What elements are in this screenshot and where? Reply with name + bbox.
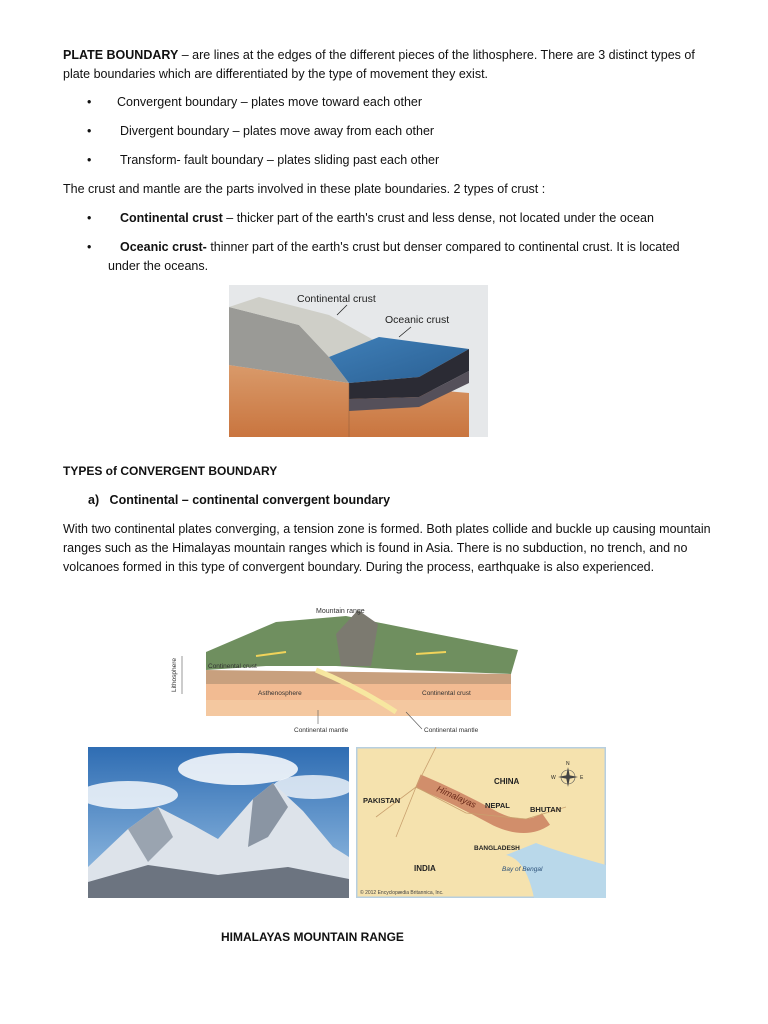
subsection-heading [88, 491, 390, 510]
boundary-divergent: Divergent boundary – plates move away from each other [120, 124, 435, 138]
section-heading: TYPES of CONVERGENT BOUNDARY [63, 464, 278, 478]
subsection-marker: a) [88, 493, 100, 507]
crust-text-oceanic: thinner part of the earth's crust but denser compared to continental crust. It is located under the oceans. [108, 240, 680, 273]
label-asthenosphere: Asthenosphere [258, 690, 302, 697]
label-continental-mantle-right: Continental mantle [424, 727, 479, 734]
map-label-nepal: NEPAL [485, 801, 510, 810]
compass-w: W [551, 775, 556, 781]
label-continental-crust-left: Continental crust [208, 663, 257, 670]
crust-diagram [229, 285, 488, 437]
label-mountain-range: Mountain range [316, 608, 365, 615]
boundary-list [63, 93, 713, 170]
compass-n: N [566, 761, 570, 767]
map-label-bay: Bay of Bengal [502, 866, 543, 873]
bullet-icon: • [87, 153, 92, 167]
boundary-convergent: Convergent boundary – plates move toward each other [117, 95, 423, 109]
collision-diagram [166, 604, 518, 740]
crust-intro: The crust and mantle are the parts involved in these plate boundaries. 2 types of crust : [63, 182, 546, 196]
bullet-icon: • [87, 124, 92, 138]
map-label-bhutan: BHUTAN [530, 805, 562, 814]
crust-term-continental: Continental crust [120, 211, 223, 225]
intro-paragraph [63, 46, 713, 84]
list-item [63, 93, 713, 112]
compass-e: E [580, 775, 584, 781]
map-label-india: INDIA [414, 864, 436, 873]
crust-text-continental: – thicker part of the earth's crust and less dense, not located under the ocean [222, 211, 654, 225]
map-copyright: © 2012 Encyclopædia Britannica, Inc. [360, 890, 444, 896]
map-label-pakistan: PAKISTAN [363, 796, 401, 805]
subsection-title: Continental – continental convergent boundary [109, 493, 391, 507]
crust-list [63, 209, 713, 276]
crust-term-oceanic: Oceanic crust- [120, 240, 207, 254]
label-lithosphere: Lithosphere [171, 658, 178, 692]
map-label-himalayas: Himalayas [435, 783, 478, 810]
himalaya-photo [88, 747, 349, 898]
list-item [63, 238, 713, 276]
boundary-transform: Transform- fault boundary – plates sliding past each other [120, 153, 440, 167]
himalaya-map [356, 747, 606, 898]
list-item [63, 122, 713, 141]
intro-term: PLATE BOUNDARY [63, 48, 179, 62]
page-body [63, 46, 713, 286]
subsection-paragraph: With two continental plates converging, a tension zone is formed. Both plates collide and buckle up causing mountain ranges such as the Himalayas mountain ranges which is found in Asia. There is no subduction, no trench, and no volcanoes formed in this type of convergent boundary. During the process, earthquake is also experienced. [63, 522, 711, 574]
map-label-china: CHINA [494, 777, 520, 786]
label-continental-crust: Continental crust [297, 293, 376, 305]
list-item [63, 209, 713, 228]
bullet-icon: • [87, 95, 92, 109]
figure-caption: HIMALAYAS MOUNTAIN RANGE [221, 930, 404, 944]
label-continental-mantle-left: Continental mantle [294, 727, 349, 734]
bullet-icon: • [87, 240, 92, 254]
label-continental-crust-right: Continental crust [422, 690, 471, 697]
map-label-bangladesh: BANGLADESH [474, 845, 520, 852]
label-oceanic-crust: Oceanic crust [385, 314, 450, 326]
bullet-icon: • [87, 211, 92, 225]
intro-text: – are lines at the edges of the different pieces of the lithosphere. There are 3 distinct types of plate boundaries which are differentiated by the type of movement they exist. [63, 48, 695, 81]
list-item [63, 151, 713, 170]
